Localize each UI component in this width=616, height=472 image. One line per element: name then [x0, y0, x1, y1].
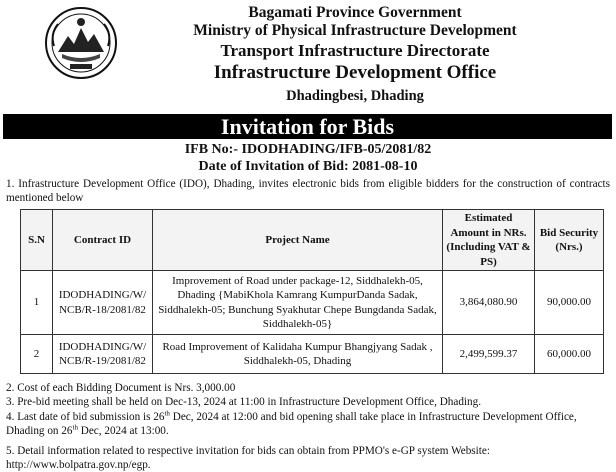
col-header-estimated-amount: Estimated Amount in NRs. (Including VAT & PS)	[443, 210, 535, 271]
note4-part-c: Dec, 2024 at 13:00.	[77, 425, 169, 437]
col-header-project-name: Project Name	[153, 210, 443, 271]
table-header-row	[21, 210, 604, 271]
note-egp-website: 5. Detail information related to respective invitation for bids can obtain from PPMO's e-GP system Website: http://www.bolpatra.gov.np/egp.	[6, 445, 490, 471]
cell-contract-id: IDODHADING/W/ NCB/R-19/2081/82	[53, 335, 153, 374]
cell-project-name: Improvement of Road under package-12, Siddhalekh-05, Dhading {MabiKhola Kamrang KumpurDanda Sadak, Siddhalekh-05; Bunchung Syakhutar Chepe Bungdanda Sadak, Siddhalekh-05}	[153, 271, 443, 335]
table-row	[21, 335, 604, 374]
contracts-table	[20, 209, 604, 374]
table-row	[21, 271, 604, 335]
cell-bid-security: 90,000.00	[535, 271, 604, 335]
cell-bid-security: 60,000.00	[535, 335, 604, 374]
note4-sup-2: th	[72, 423, 78, 432]
cell-estimated-amount: 2,499,599.37	[443, 335, 535, 374]
note-prebid-meeting: 3. Pre-bid meeting shall be held on Dec-13, 2024 at 11:00 in Infrastructure Development Office, Dhading.	[6, 396, 482, 408]
col-header-sn: S.N	[21, 210, 53, 271]
invitation-date: Date of Invitation of Bid: 2081-08-10	[198, 159, 418, 174]
note-document-cost: 2. Cost of each Bidding Document is Nrs. 3,000.00	[6, 382, 236, 394]
cell-contract-id: IDODHADING/W/ NCB/R-18/2081/82	[53, 271, 153, 335]
note-submission-deadline	[6, 410, 610, 438]
ifb-number: IFB No:- IDODHADING/IFB-05/2081/82	[184, 142, 432, 157]
government-name: Bagamati Province Government	[248, 4, 462, 21]
directorate-name: Transport Infrastructure Directorate	[220, 41, 490, 60]
cell-sn: 2	[21, 335, 53, 374]
col-header-bid-security: Bid Security (Nrs.)	[535, 210, 604, 271]
col-header-contract-id: Contract ID	[53, 210, 153, 271]
note4-part-a: 4. Last date of bid submission is 26	[6, 411, 165, 423]
cell-sn: 1	[21, 271, 53, 335]
cell-estimated-amount: 3,864,080.90	[443, 271, 535, 335]
office-name: Infrastructure Development Office	[213, 62, 497, 83]
cell-project-name: Road Improvement of Kalidaha Kumpur Bhangjyang Sadak , Siddhalekh-05, Dhading	[153, 335, 443, 374]
invitation-banner: Invitation for Bids	[3, 114, 612, 139]
note4-part-b: Dec, 2024 at 12:00 and bid opening shall take place in Infrastructure Development Office, Dhading on 26	[6, 411, 577, 437]
office-location: Dhadingbesi, Dhading	[286, 88, 424, 104]
nepal-government-emblem-icon	[44, 6, 118, 80]
intro-paragraph: 1. Infrastructure Development Office (IDO), Dhading, invites electronic bids from eligible bidders for the construction of contracts mentioned below	[6, 178, 610, 204]
ministry-name: Ministry of Physical Infrastructure Development	[193, 22, 517, 39]
note4-sup-1: th	[164, 409, 170, 418]
